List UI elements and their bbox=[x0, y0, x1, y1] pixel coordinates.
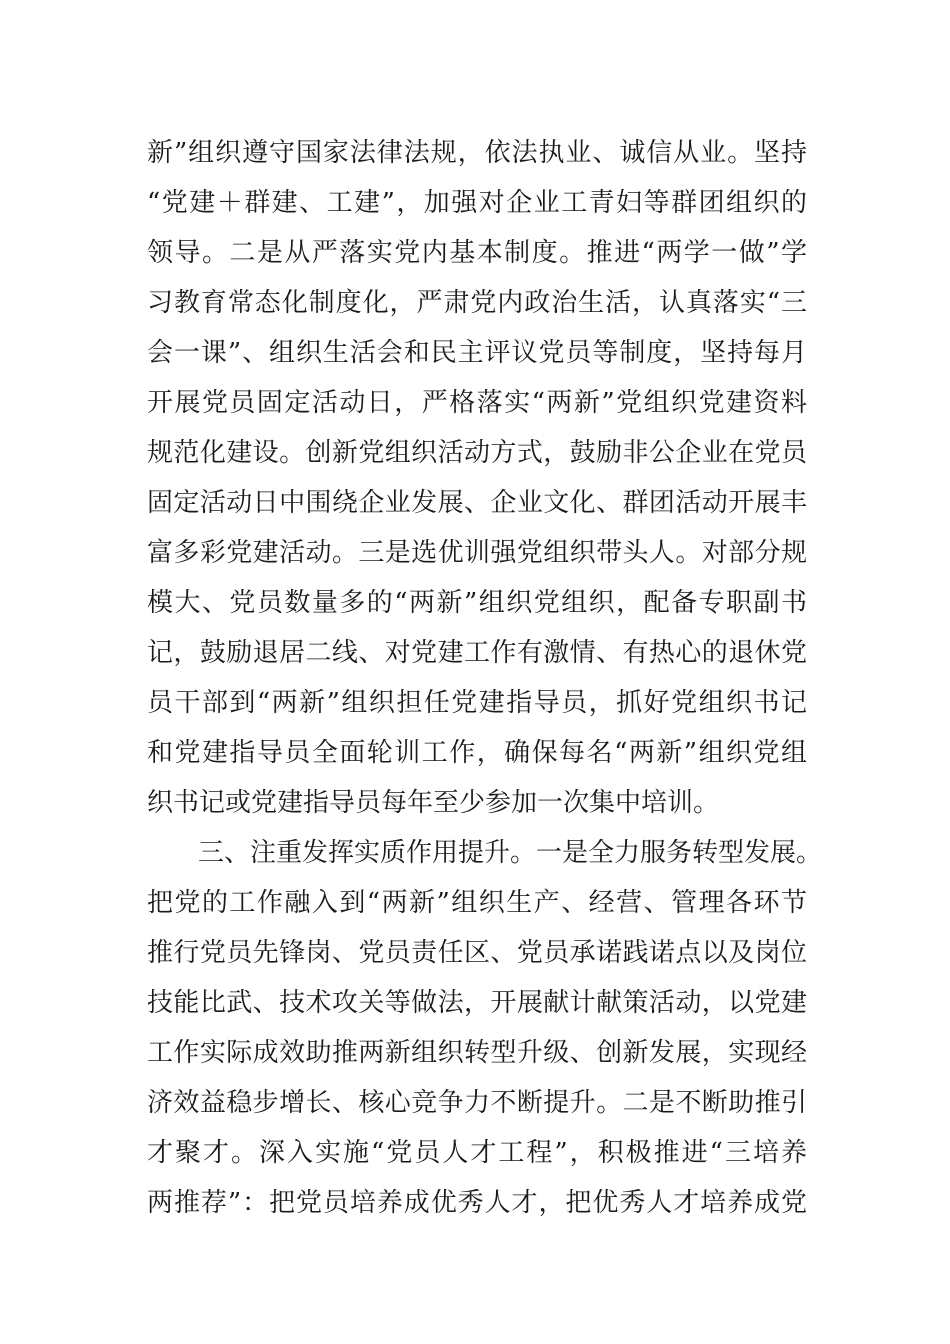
text-line: 两推荐”：把党员培养成优秀人才，把优秀人才培养成党 bbox=[147, 1188, 807, 1218]
text-line: 员干部到“两新”组织担任党建指导员，抓好党组织书记 bbox=[147, 688, 807, 718]
text-line: 才聚才。深入实施“党员人才工程”，积极推进“三培养 bbox=[147, 1138, 807, 1168]
text-line: 新”组织遵守国家法律法规，依法执业、诚信从业。坚持 bbox=[147, 138, 807, 168]
text-line: 模大、党员数量多的“两新”组织党组织，配备专职副书 bbox=[147, 588, 807, 618]
section-heading-line: 三、注重发挥实质作用提升。一是全力服务转型发展。 bbox=[198, 838, 823, 868]
text-line: 工作实际成效助推两新组织转型升级、创新发展，实现经 bbox=[147, 1038, 807, 1068]
text-line: 技能比武、技术攻关等做法，开展献计献策活动，以党建 bbox=[147, 988, 807, 1018]
text-line: 织书记或党建指导员每年至少参加一次集中培训。 bbox=[147, 788, 720, 818]
text-line: 富多彩党建活动。三是选优训强党组织带头人。对部分规 bbox=[147, 538, 807, 568]
text-line: 会一课”、组织生活会和民主评议党员等制度，坚持每月 bbox=[147, 338, 807, 368]
text-line: 习教育常态化制度化，严肃党内政治生活，认真落实“三 bbox=[147, 288, 807, 318]
text-line: 和党建指导员全面轮训工作，确保每名“两新”组织党组 bbox=[147, 738, 807, 768]
text-line: 规范化建设。创新党组织活动方式，鼓励非公企业在党员 bbox=[147, 438, 807, 468]
text-line: 固定活动日中围绕企业发展、企业文化、群团活动开展丰 bbox=[147, 488, 807, 518]
text-line: 领导。二是从严落实党内基本制度。推进“两学一做”学 bbox=[147, 238, 807, 268]
text-line: 济效益稳步增长、核心竞争力不断提升。二是不断助推引 bbox=[147, 1088, 807, 1118]
text-line: 记，鼓励退居二线、对党建工作有激情、有热心的退休党 bbox=[147, 638, 807, 668]
text-line: 把党的工作融入到“两新”组织生产、经营、管理各环节 bbox=[147, 888, 807, 918]
text-line: “党建＋群建、工建”，加强对企业工青妇等群团组织的 bbox=[147, 188, 807, 218]
text-line: 推行党员先锋岗、党员责任区、党员承诺践诺点以及岗位 bbox=[147, 938, 807, 968]
text-line: 开展党员固定活动日，严格落实“两新”党组织党建资料 bbox=[147, 388, 807, 418]
